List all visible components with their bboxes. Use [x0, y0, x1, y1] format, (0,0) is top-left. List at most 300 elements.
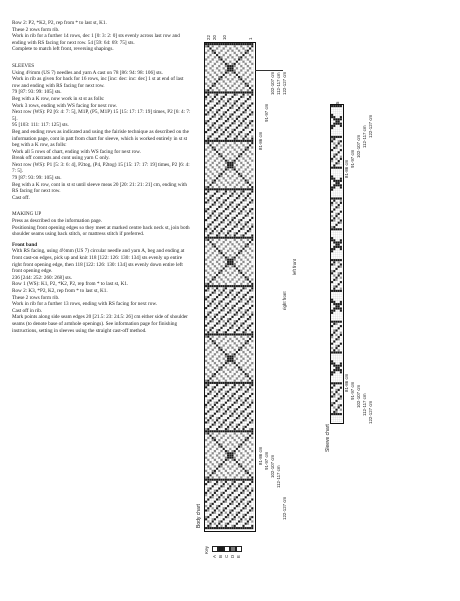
chart-cell [207, 234, 209, 236]
chart-cell [212, 406, 214, 408]
chart-cell [209, 188, 211, 190]
chart-cell [220, 388, 222, 390]
chart-cell [249, 289, 251, 291]
chart-cell [333, 153, 335, 155]
chart-cell [218, 166, 220, 168]
chart-cell [234, 408, 236, 410]
chart-cell [227, 318, 229, 320]
chart-cell [245, 487, 247, 489]
chart-cell [247, 243, 249, 245]
chart-cell [251, 120, 253, 122]
chart-cell [220, 212, 222, 214]
body-chart-num-1: 1 [248, 37, 253, 40]
chart-cell [227, 408, 229, 410]
chart-cell [247, 149, 249, 151]
chart-cell [209, 135, 211, 137]
chart-cell [218, 520, 220, 522]
chart-cell [231, 369, 233, 371]
chart-cell [251, 113, 253, 115]
chart-cell [231, 72, 233, 74]
chart-cell [234, 314, 236, 316]
chart-cell [236, 118, 238, 120]
chart-cell [214, 347, 216, 349]
chart-cell [251, 289, 253, 291]
chart-cell [242, 43, 244, 45]
chart-cell [205, 188, 207, 190]
chart-cell [251, 296, 253, 298]
chart-cell [212, 232, 214, 234]
chart-cell [236, 54, 238, 56]
body-size-label-2b: 91-97 cm [264, 451, 269, 470]
chart-cell [214, 122, 216, 124]
chart-cell [231, 518, 233, 520]
chart-cell [242, 217, 244, 219]
chart-cell [225, 166, 227, 168]
chart-cell [238, 56, 240, 58]
chart-cell [251, 272, 253, 274]
chart-cell [338, 307, 340, 309]
chart-cell [220, 72, 222, 74]
chart-cell [340, 200, 342, 202]
chart-cell [231, 56, 233, 58]
chart-cell [340, 325, 342, 327]
chart-cell [212, 397, 214, 399]
chart-cell [236, 426, 238, 428]
chart-cell [247, 340, 249, 342]
chart-cell [216, 322, 218, 324]
chart-cell [218, 43, 220, 45]
chart-cell [236, 413, 238, 415]
chart-cell [209, 377, 211, 379]
chart-cell [331, 248, 333, 250]
chart-cell [229, 421, 231, 423]
chart-cell [234, 179, 236, 181]
chart-cell [229, 80, 231, 82]
chart-cell [225, 476, 227, 478]
chart-cell [251, 208, 253, 210]
chart-cell [340, 248, 342, 250]
chart-cell [231, 450, 233, 452]
chart-cell [212, 188, 214, 190]
chart-cell [209, 228, 211, 230]
chart-cell [240, 298, 242, 300]
chart-cell [236, 116, 238, 118]
chart-cell [245, 135, 247, 137]
chart-cell [223, 188, 225, 190]
chart-cell [231, 217, 233, 219]
chart-cell [231, 278, 233, 280]
chart-cell [251, 142, 253, 144]
chart-cell [223, 479, 225, 481]
chart-cell [216, 461, 218, 463]
chart-cell [234, 305, 236, 307]
chart-cell [333, 136, 335, 138]
chart-cell [238, 237, 240, 239]
chart-cell [331, 136, 333, 138]
chart-cell [238, 527, 240, 529]
chart-cell [212, 503, 214, 505]
body-size-label-4: 112-117 cm [276, 72, 281, 95]
chart-cell [205, 263, 207, 265]
chart-cell [214, 272, 216, 274]
chart-cell [216, 331, 218, 333]
chart-cell [335, 158, 337, 160]
chart-cell [229, 135, 231, 137]
chart-cell [240, 498, 242, 500]
chart-cell [214, 325, 216, 327]
chart-cell [234, 166, 236, 168]
chart-cell [249, 307, 251, 309]
chart-cell [223, 80, 225, 82]
chart-cell [249, 105, 251, 107]
chart-cell [225, 384, 227, 386]
chart-cell [247, 476, 249, 478]
chart-cell [242, 503, 244, 505]
chart-cell [229, 457, 231, 459]
chart-cell [227, 494, 229, 496]
chart-cell [335, 400, 337, 402]
chart-cell [223, 421, 225, 423]
chart-cell [238, 340, 240, 342]
chart-cell [223, 113, 225, 115]
chart-cell [214, 201, 216, 203]
chart-cell [236, 430, 238, 432]
chart-cell [247, 237, 249, 239]
chart-cell [225, 173, 227, 175]
chart-cell [223, 201, 225, 203]
chart-cell [236, 344, 238, 346]
chart-cell [251, 525, 253, 527]
chart-cell [251, 393, 253, 395]
chart-cell [227, 162, 229, 164]
sleeve-size-label-1b: 81-86 cm [344, 373, 349, 392]
chart-cell [331, 351, 333, 353]
chart-cell [335, 224, 337, 226]
chart-cell [245, 507, 247, 509]
chart-cell [234, 322, 236, 324]
chart-cell [209, 333, 211, 335]
chart-cell [227, 91, 229, 93]
chart-cell [333, 402, 335, 404]
chart-cell [223, 164, 225, 166]
chart-cell [227, 188, 229, 190]
chart-cell [227, 127, 229, 129]
chart-cell [207, 72, 209, 74]
chart-cell [338, 259, 340, 261]
chart-cell [229, 65, 231, 67]
chart-cell [240, 360, 242, 362]
chart-cell [207, 419, 209, 421]
chart-cell [238, 327, 240, 329]
chart-cell [229, 234, 231, 236]
chart-cell [249, 428, 251, 430]
chart-cell [214, 424, 216, 426]
chart-cell [234, 342, 236, 344]
chart-cell [231, 294, 233, 296]
chart-cell [212, 373, 214, 375]
chart-cell [338, 272, 340, 274]
chart-cell [249, 316, 251, 318]
chart-cell [231, 153, 233, 155]
chart-cell [229, 107, 231, 109]
chart-cell [245, 353, 247, 355]
chart-cell [209, 487, 211, 489]
chart-cell [249, 67, 251, 69]
chart-cell [207, 382, 209, 384]
chart-cell [238, 270, 240, 272]
chart-cell [240, 501, 242, 503]
chart-cell [227, 303, 229, 305]
chart-cell [238, 160, 240, 162]
chart-cell [338, 266, 340, 268]
chart-cell [207, 472, 209, 474]
chart-cell [207, 384, 209, 386]
chart-cell [236, 514, 238, 516]
chart-cell [251, 428, 253, 430]
chart-cell [227, 98, 229, 100]
chart-cell [234, 133, 236, 135]
chart-cell [338, 303, 340, 305]
chart-cell [247, 349, 249, 351]
chart-cell [333, 219, 335, 221]
chart-cell [209, 391, 211, 393]
chart-cell [234, 382, 236, 384]
chart-cell [216, 474, 218, 476]
chart-cell [227, 430, 229, 432]
chart-cell [227, 516, 229, 518]
chart-cell [249, 254, 251, 256]
chart-cell [229, 237, 231, 239]
body-chart-num-10: 10 [222, 35, 227, 40]
chart-cell [234, 234, 236, 236]
chart-cell [335, 413, 337, 415]
chart-cell [249, 230, 251, 232]
chart-cell [220, 424, 222, 426]
chart-cell [240, 520, 242, 522]
chart-cell [223, 527, 225, 529]
chart-cell [247, 463, 249, 465]
chart-cell [225, 199, 227, 201]
chart-cell [225, 325, 227, 327]
chart-cell [209, 43, 211, 45]
chart-cell [227, 452, 229, 454]
chart-cell [247, 300, 249, 302]
chart-cell [223, 496, 225, 498]
chart-cell [331, 334, 333, 336]
chart-cell [212, 146, 214, 148]
chart-cell [245, 237, 247, 239]
chart-cell [249, 406, 251, 408]
chart-cell [223, 509, 225, 511]
chart-cell [223, 395, 225, 397]
chart-cell [223, 309, 225, 311]
chart-cell [225, 305, 227, 307]
chart-cell [247, 432, 249, 434]
chart-cell [220, 256, 222, 258]
chart-cell [216, 382, 218, 384]
chart-cell [249, 358, 251, 360]
chart-cell [207, 479, 209, 481]
chart-cell [220, 437, 222, 439]
chart-cell [225, 355, 227, 357]
chart-cell [207, 283, 209, 285]
chart-cell [212, 83, 214, 85]
chart-cell [242, 525, 244, 527]
chart-cell [236, 157, 238, 159]
chart-cell [236, 490, 238, 492]
chart-cell [212, 292, 214, 294]
chart-cell [238, 124, 240, 126]
chart-cell [216, 305, 218, 307]
chart-cell [335, 391, 337, 393]
chart-cell [212, 107, 214, 109]
chart-cell [238, 230, 240, 232]
chart-cell [212, 122, 214, 124]
chart-cell [207, 347, 209, 349]
chart-cell [238, 63, 240, 65]
chart-cell [229, 204, 231, 206]
chart-cell [234, 94, 236, 96]
chart-cell [207, 481, 209, 483]
chart-cell [212, 91, 214, 93]
chart-cell [214, 245, 216, 247]
chart-cell [209, 267, 211, 269]
chart-cell [238, 188, 240, 190]
chart-cell [212, 380, 214, 382]
chart-cell [227, 296, 229, 298]
chart-cell [205, 386, 207, 388]
chart-cell [338, 197, 340, 199]
chart-cell [218, 173, 220, 175]
chart-cell [229, 212, 231, 214]
chart-cell [225, 276, 227, 278]
chart-cell [333, 248, 335, 250]
chart-cell [218, 285, 220, 287]
chart-cell [238, 98, 240, 100]
chart-cell [333, 138, 335, 140]
chart-cell [245, 505, 247, 507]
chart-cell [333, 321, 335, 323]
chart-cell [338, 305, 340, 307]
chart-cell [231, 452, 233, 454]
chart-cell [240, 483, 242, 485]
chart-cell [205, 208, 207, 210]
chart-cell [212, 287, 214, 289]
chart-cell [249, 96, 251, 98]
chart-cell [236, 454, 238, 456]
chart-cell [229, 318, 231, 320]
chart-cell [247, 89, 249, 91]
chart-cell [238, 428, 240, 430]
chart-cell [340, 219, 342, 221]
chart-cell [240, 166, 242, 168]
chart-cell [240, 509, 242, 511]
chart-cell [331, 197, 333, 199]
chart-cell [223, 325, 225, 327]
chart-cell [214, 439, 216, 441]
chart-cell [227, 347, 229, 349]
chart-cell [236, 140, 238, 142]
chart-cell [245, 140, 247, 142]
chart-cell [238, 116, 240, 118]
chart-cell [245, 206, 247, 208]
chart-cell [207, 296, 209, 298]
chart-cell [249, 516, 251, 518]
chart-cell [214, 204, 216, 206]
chart-cell [333, 270, 335, 272]
chart-cell [205, 105, 207, 107]
chart-cell [240, 380, 242, 382]
chart-cell [214, 386, 216, 388]
chart-cell [333, 217, 335, 219]
chart-cell [251, 201, 253, 203]
chart-cell [251, 527, 253, 529]
chart-cell [214, 149, 216, 151]
chart-cell [242, 96, 244, 98]
chart-cell [249, 430, 251, 432]
chart-cell [249, 298, 251, 300]
chart-cell [218, 52, 220, 54]
chart-cell [231, 160, 233, 162]
chart-cell [245, 369, 247, 371]
chart-cell [225, 69, 227, 71]
chart-cell [338, 213, 340, 215]
chart-cell [245, 417, 247, 419]
chart-cell [225, 490, 227, 492]
chart-cell [331, 250, 333, 252]
chart-cell [335, 369, 337, 371]
chart-cell [212, 432, 214, 434]
chart-cell [247, 413, 249, 415]
chart-cell [234, 65, 236, 67]
chart-cell [249, 413, 251, 415]
chart-cell [218, 109, 220, 111]
chart-cell [216, 479, 218, 481]
chart-cell [245, 472, 247, 474]
chart-cell [242, 377, 244, 379]
chart-cell [205, 406, 207, 408]
chart-cell [335, 118, 337, 120]
chart-cell [212, 415, 214, 417]
chart-cell [247, 382, 249, 384]
chart-cell [242, 426, 244, 428]
chart-cell [205, 296, 207, 298]
chart-cell [247, 397, 249, 399]
chart-cell [223, 461, 225, 463]
chart-cell [251, 287, 253, 289]
chart-cell [238, 155, 240, 157]
chart-cell [331, 272, 333, 274]
chart-cell [227, 120, 229, 122]
chart-cell [335, 334, 337, 336]
chart-cell [245, 391, 247, 393]
chart-cell [247, 439, 249, 441]
chart-cell [245, 518, 247, 520]
chart-cell [220, 349, 222, 351]
chart-cell [205, 113, 207, 115]
chart-cell [338, 367, 340, 369]
chart-cell [205, 382, 207, 384]
chart-cell [216, 527, 218, 529]
chart-cell [220, 465, 222, 467]
chart-cell [209, 430, 211, 432]
chart-cell [214, 153, 216, 155]
chart-cell [229, 360, 231, 362]
chart-cell [209, 399, 211, 401]
chart-cell [216, 217, 218, 219]
chart-cell [231, 298, 233, 300]
chart-cell [236, 267, 238, 269]
